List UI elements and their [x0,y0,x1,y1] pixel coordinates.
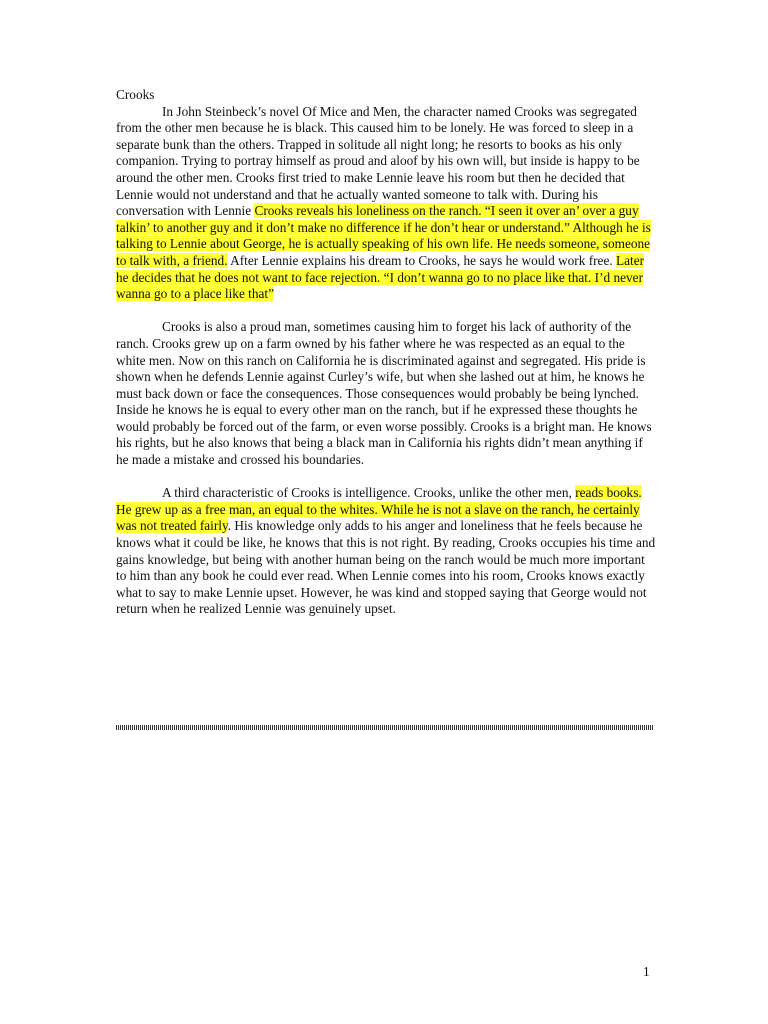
document-title: Crooks [116,87,155,102]
paragraph-gap [116,303,656,320]
text-run: After Lennie explains his dream to Crooks, he says he would work free. [227,252,616,268]
page-number: 1 [643,964,650,979]
text-run: In John Steinbeck’s novel Of Mice and Men, the character named Crooks was segregated from the other men because he is black. This caused him to be lonely. He was forced to sleep in a separate bunk than the others. Trapped in solitude all night long; he resorts to books as his only companion. Trying to portray himself as proud and aloof by his own will, but inside is happy to be around the other men. Crooks first tried to make Lennie leave his room but then he decided that Lennie would not understand and that he actually wanted someone to talk with. During his conversation with Lennie [116,103,640,219]
text-run: Crooks is also a proud man, sometimes causing him to forget his lack of authority of the ranch. Crooks grew up on a farm owned by his father where he was respected as an equal to the white men. Now on this ranch on California he is discriminated against and segregated. His pride is shown when he defends Lennie against Curley’s wife, but when she lashed out at him, he knows he must back down or face the consequences. Those consequences would probably be being lynched. Inside he knows he is equal to every other man on the ranch, but if he expressed these thoughts he would probably be forced out of the farm, or even worse possibly. Crooks is a bright man. He knows his rights, but he also knows that being a black man in California his rights didn’t mean anything if he made a mistake and crossed his boundaries. [116,319,652,468]
highlighted-text: Later he decides that he does not want to face rejection. “I don’t wanna go to no place like that. I’d never wanna go to a place like that” [116,252,645,302]
text-run: . His knowledge only adds to his anger and loneliness that he feels because he knows what it could be like, he knows that this is not right. By reading, Crooks occupies his time and gains knowledge, but being with another human being on the ranch would be much more important to him than any book he could ever read. When Lennie comes into his room, Crooks knows exactly what to say to make Lennie upset. However, he was kind and stopped saying that George would not return when he realized Lennie was genuinely upset. [116,518,656,617]
highlighted-text: reads books. He grew up as a free man, an equal to the whites. While he is not a slave on the ranch, he certainly was not treated fairly [116,485,642,534]
text-run: A third characteristic of Crooks is intelligence. Crooks, unlike the other men, [162,485,576,501]
paragraph-1 [116,104,656,303]
highlighted-text: Crooks reveals his loneliness on the ranch. “I seen it over an’ over a guy talkin’ to another guy and it don’t make no difference if he don’t hear or understand.” Although he is talking to Lennie about George, he is actually speaking of his own life. He needs someone, someone to talk with, a friend. [116,203,651,268]
document-body [116,87,656,618]
paragraph-2 [116,319,656,468]
paragraph-gap [116,469,656,486]
paragraph-3 [116,485,656,618]
section-divider [116,725,654,730]
